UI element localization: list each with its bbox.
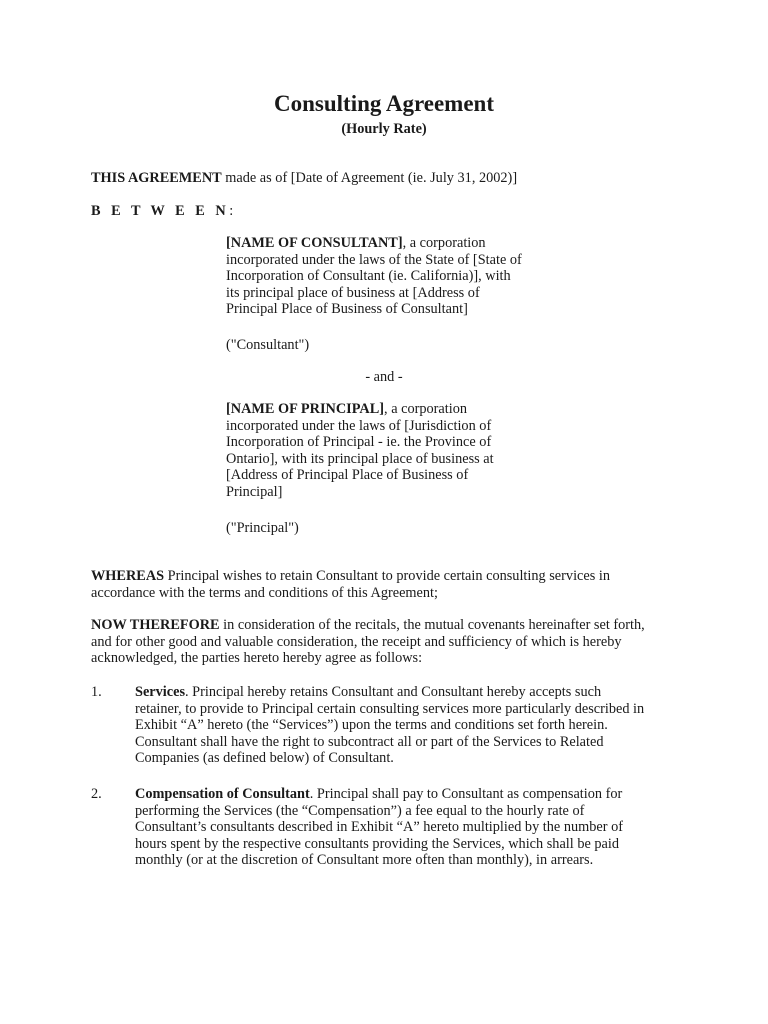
section-services: Services. Principal hereby retains Consultant and Consultant hereby accepts such retainer, to provide to Principal certain consulting services more particularly described in Exhibit “A” hereto (the “Services”) upon the terms and conditions set forth herein. Consultant shall have the right to subcontract all or part of the Services to Related Companies (as defined below) of Consultant.	[135, 684, 645, 767]
document-subtitle: (Hourly Rate)	[341, 121, 427, 137]
consultant-line-3: Incorporation of Consultant (ie. California)], with	[226, 268, 511, 285]
consultant-line-5: Principal Place of Business of Consultant]	[226, 301, 468, 318]
consultant-defined-term: ("Consultant")	[226, 337, 310, 353]
now-therefore-bold: NOW THEREFORE	[91, 617, 220, 633]
principal-line-2: incorporated under the laws of [Jurisdiction of	[226, 417, 492, 434]
section-number: 2.	[91, 786, 102, 802]
intro-paragraph	[91, 170, 683, 187]
section-compensation: Compensation of Consultant. Principal shall pay to Consultant as compensation for performing the Services (the “Compensation”) a fee equal to the hourly rate of Consultant’s consultants described in Exhibit “A” hereto multiplied by the number of hours spent by the respective consultants providing the Services, which shall be paid monthly (or at the discretion of Consultant more often than monthly), in arrears.	[135, 786, 623, 869]
whereas-bold: WHEREAS	[91, 568, 165, 584]
now-therefore-paragraph: NOW THEREFORE in consideration of the recitals, the mutual covenants hereinafter set forth, and for other good and valuable consideration, the receipt and sufficiency of which is hereby acknowledged, the parties hereto hereby agree as follows:	[91, 617, 645, 667]
principal-line-6: Principal]	[226, 483, 283, 500]
principal-line-3: Incorporation of Principal - ie. the Province of	[226, 434, 492, 451]
principal-party-block	[226, 401, 526, 501]
consultant-line-4: its principal place of business at [Address of	[226, 284, 480, 301]
and-separator: - and -	[365, 369, 403, 385]
section-heading: Compensation of Consultant	[135, 786, 310, 802]
whereas-paragraph: WHEREAS Principal wishes to retain Consultant to provide certain consulting services in accordance with the terms and conditions of this Agreement;	[91, 568, 610, 601]
principal-line-4: Ontario], with its principal place of business at	[226, 450, 494, 467]
section-heading: Services	[135, 684, 186, 700]
consultant-party-block	[226, 235, 526, 318]
between-colon: :	[229, 203, 234, 219]
intro-text: made as of [Date of Agreement (ie. July 31, 2002)]	[221, 170, 518, 186]
principal-line-5: [Address of Principal Place of Business of	[226, 467, 469, 484]
principal-line-1: [NAME OF PRINCIPAL], a corporation	[226, 401, 468, 417]
between-label: B E T W E E N	[91, 203, 230, 219]
intro-bold: THIS AGREEMENT	[91, 170, 222, 186]
consultant-line-2: incorporated under the laws of the State of [State of	[226, 251, 522, 268]
consultant-name: [NAME OF CONSULTANT]	[226, 235, 403, 251]
consultant-line-1: [NAME OF CONSULTANT], a corporation	[226, 235, 486, 251]
principal-name: [NAME OF PRINCIPAL]	[226, 401, 385, 417]
section-number: 1.	[91, 684, 102, 700]
between-heading	[91, 203, 683, 220]
document-title: Consulting Agreement	[274, 91, 494, 116]
principal-defined-term: ("Principal")	[226, 520, 299, 536]
